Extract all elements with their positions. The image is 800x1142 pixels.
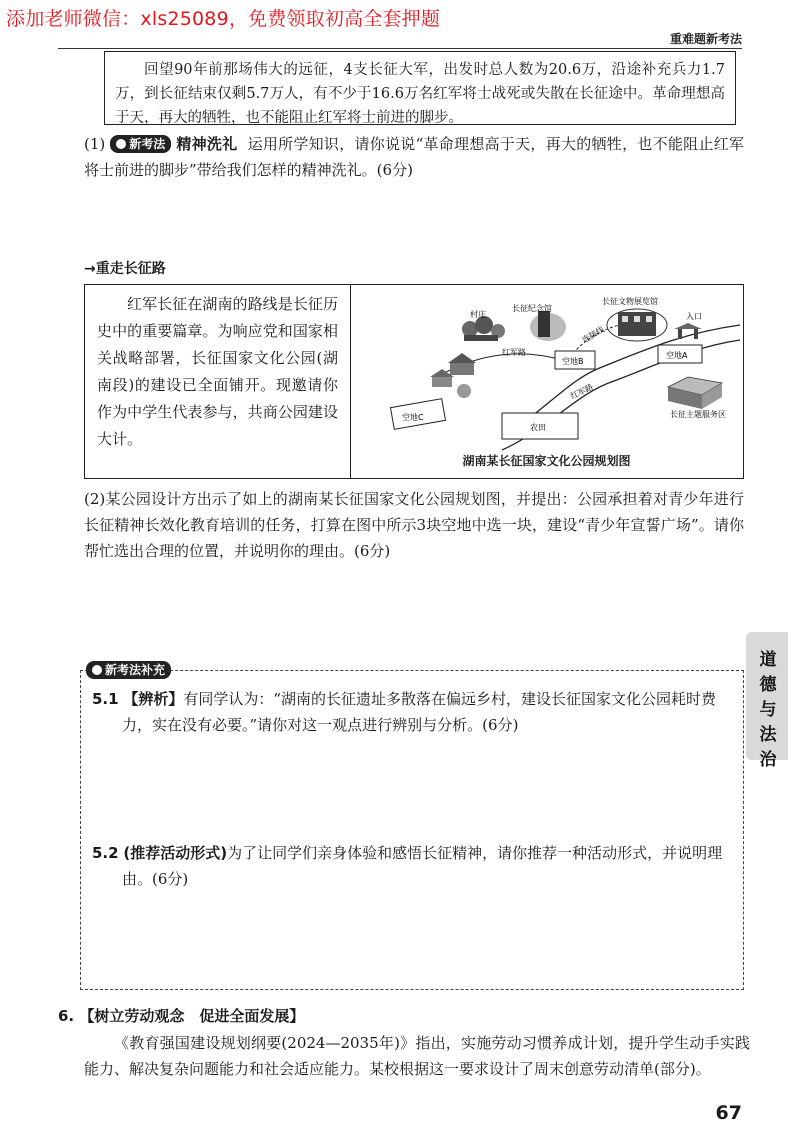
question-5-1-number: 5.1 — [92, 690, 119, 708]
label-farmland: 农田 — [530, 423, 546, 432]
memorial-hall-icon — [530, 311, 566, 341]
bulb-icon — [92, 665, 102, 675]
museum-icon — [607, 309, 667, 341]
label-red-army-road-1: 红军路 — [502, 348, 526, 357]
label-entrance: 入口 — [686, 312, 702, 321]
question-5-1 — [92, 686, 732, 738]
label-plot-c: 空地C — [402, 413, 424, 422]
park-plan-map — [352, 285, 742, 453]
supplement-badge — [86, 661, 171, 679]
question-2-number: (2) — [84, 490, 106, 508]
question-1-tag: 精神洗礼 — [176, 135, 238, 153]
new-method-badge-label: 新考法 — [129, 137, 166, 151]
label-plot-a: 空地A — [666, 351, 688, 360]
label-museum: 长征文物展览馆 — [602, 297, 658, 306]
header-section-label: 重难题新考法 — [669, 32, 742, 46]
header-rule — [58, 48, 742, 49]
red-army-village-icon — [430, 353, 476, 398]
label-connector: 连接线 — [580, 324, 606, 345]
question-6-title — [58, 1004, 304, 1028]
map-caption: 湖南某长征国家文化公园规划图 — [462, 454, 631, 468]
service-area-icon — [668, 377, 722, 409]
label-red-army-road-2: 红军路 — [569, 382, 595, 401]
new-method-badge — [110, 135, 171, 153]
label-village: 村庄 — [470, 310, 486, 319]
question-5-2 — [92, 840, 732, 892]
question-6-heading: 【树立劳动观念 促进全面发展】 — [79, 1007, 305, 1025]
label-plot-b: 空地B — [562, 357, 584, 366]
question-6-text: 《教育强国建设规划纲要(2024—2035年)》指出，实施劳动习惯养成计划，提升学生动手实践能力、解决复杂问题能力和社会适应能力。某校根据这一要求设计了周末创意劳动清单(部分)。 — [84, 1034, 750, 1078]
section-title: →重走长征路 — [84, 261, 166, 277]
question-5-1-text: 有同学认为：“湖南的长征遗址多散落在偏远乡村，建设长征国家文化公园耗时费力，实在没有必要。”请你对这一观点进行辨别与分析。(6分) — [122, 690, 717, 734]
question-5-2-text: 为了让同学们亲身体验和感悟长征精神，请你推荐一种活动形式，并说明理由。(6分) — [122, 844, 723, 888]
village-trees — [462, 316, 505, 341]
entrance-icon — [674, 323, 702, 339]
material-box — [104, 51, 736, 125]
question-1 — [84, 131, 744, 183]
label-service: 长征主题服务区 — [670, 410, 726, 419]
bulb-icon — [116, 139, 126, 149]
frame-divider — [350, 285, 351, 478]
supplement-badge-label: 新考法补充 — [105, 663, 166, 677]
question-2 — [84, 486, 744, 564]
scenario-text: 红军长征在湖南的路线是长征历史中的重要篇章。为响应党和国家相关战略部署，长征国家文化公园(湖南段)的建设已全面铺开。现邀请你作为中学生代表参与，共商公园建设大计。 — [97, 295, 338, 448]
question-1-number: (1) — [84, 135, 106, 153]
question-5-2-tag: (推荐活动形式) — [123, 844, 228, 862]
label-memorial: 长征纪念馆 — [512, 304, 552, 313]
scenario-frame — [84, 284, 744, 479]
watermark-text: 添加老师微信：xls25089，免费领取初高全套押题 — [6, 8, 441, 30]
question-5-1-tag: 【辨析】 — [123, 690, 184, 708]
material-text: 回望90年前那场伟大的远征，4支长征大军，出发时总人数为20.6万，沿途补充兵力1.7万，到长征结束仅剩5.7万人，有不少于16.6万名红军将士战死或失散在长征途中。革命理想高于天，再大的牺牲，也不能阻止红军将士前进的脚步。 — [115, 62, 725, 126]
page-number: 67 — [715, 1102, 742, 1124]
question-6-number: 6. — [58, 1007, 75, 1025]
question-5-2-number: 5.2 — [92, 844, 119, 862]
question-1-text: 运用所学知识，请你说说“革命理想高于天，再大的牺牲，也不能阻止红军将士前进的脚步”带给我们怎样的精神洗礼。(6分) — [84, 135, 744, 179]
question-2-text: 某公园设计方出示了如上的湖南某长征国家文化公园规划图，并提出：公园承担着对青少年进行长征精神长效化教育培训的任务，打算在图中所示3块空地中选一块，建设“青少年宣誓广场”。请你帮忙选出合理的位置，并说明你的理由。(6分) — [84, 490, 744, 560]
subject-side-tab-label: 道德与法治 — [759, 650, 777, 770]
